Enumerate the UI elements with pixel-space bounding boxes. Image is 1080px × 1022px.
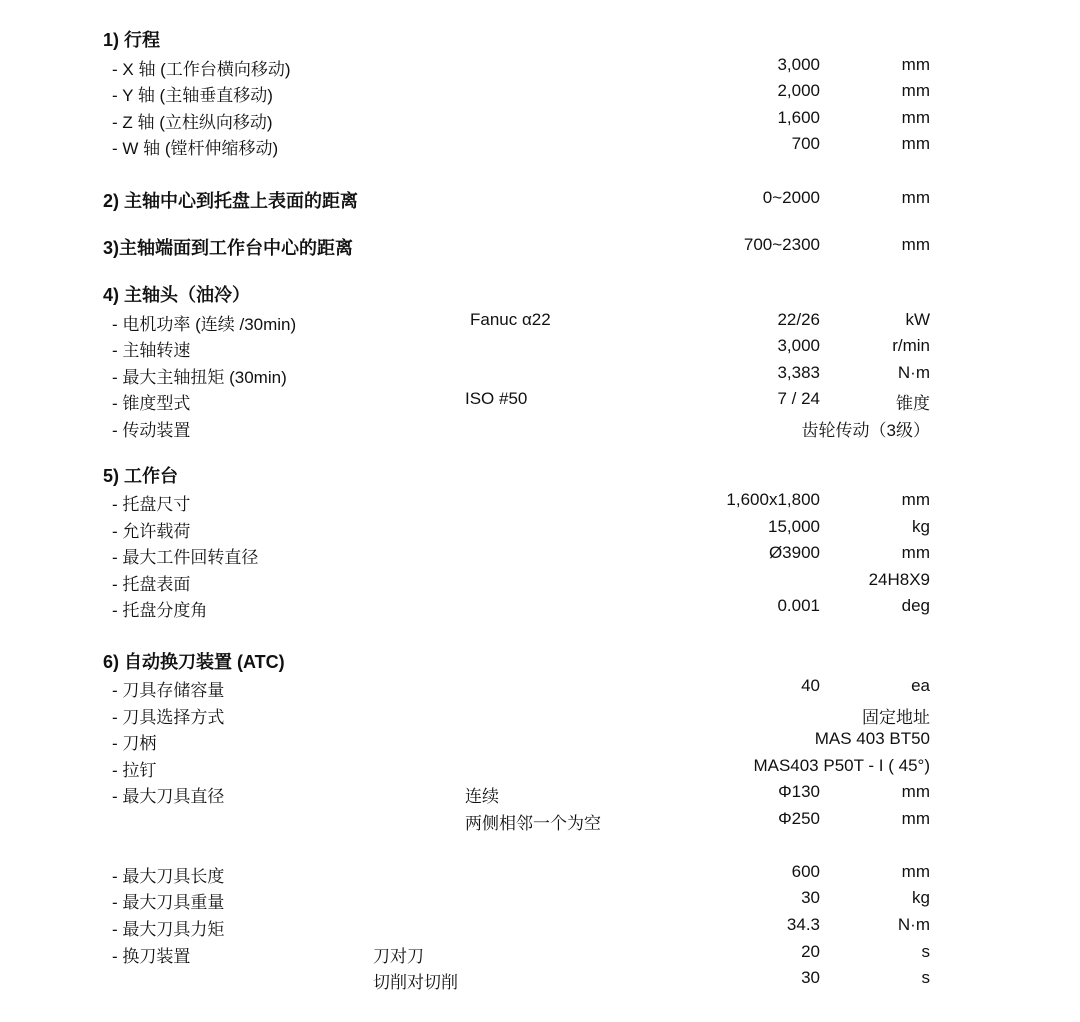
spec-label: - X 轴 (工作台横向移动) [112, 60, 291, 79]
spec-unit: mm [901, 490, 930, 509]
spec-value: 3,383 [777, 363, 820, 382]
spec-label: - Z 轴 (立柱纵向移动) [112, 113, 273, 132]
spec-label: - 最大工件回转直径 [112, 548, 259, 567]
spec-value: 700 [791, 134, 820, 153]
spec-value: 30 [801, 888, 820, 907]
spec-unit: deg [901, 596, 930, 615]
spec-unit: kg [912, 888, 930, 907]
spec-value: 齿轮传动（3级） [801, 421, 930, 440]
spec-label: - 托盘表面 [112, 575, 191, 594]
spec-value: 600 [791, 862, 820, 881]
spec-value: 3,000 [777, 336, 820, 355]
spec-note: ISO #50 [465, 389, 528, 408]
section-heading-travel: 1) 行程 [103, 30, 161, 50]
spec-value: MAS403 P50T - I ( 45°) [753, 756, 930, 775]
spec-unit: s [921, 968, 930, 987]
spec-unit: mm [901, 55, 930, 74]
spec-value: 22/26 [777, 310, 820, 329]
section-heading-spindle-head: 4) 主轴头（油冷） [103, 285, 251, 305]
spec-value: 1,600 [777, 108, 820, 127]
spec-label: - 托盘分度角 [112, 601, 208, 620]
spec-note: 刀对刀 [373, 947, 424, 966]
spec-unit: N·m [897, 915, 930, 934]
spec-label: - 托盘尺寸 [112, 495, 191, 514]
spec-unit: mm [901, 81, 930, 100]
spec-value: 7 / 24 [777, 389, 820, 408]
spec-label: - 拉钉 [112, 761, 157, 780]
spec-unit: mm [901, 188, 930, 207]
spec-note: 两侧相邻一个为空 [465, 814, 601, 833]
spec-label: - W 轴 (镗杆伸缩移动) [112, 139, 279, 158]
section-heading-worktable: 5) 工作台 [103, 466, 179, 486]
section-heading-spindle-to-table: 3)主轴端面到工作台中心的距离 [103, 238, 354, 258]
spec-value: 固定地址 [862, 708, 930, 727]
spec-unit: mm [901, 108, 930, 127]
spec-label: - 主轴转速 [112, 341, 191, 360]
spec-value: Ø3900 [768, 543, 820, 562]
spec-unit: mm [901, 782, 930, 801]
section-heading-spindle-to-pallet: 2) 主轴中心到托盘上表面的距离 [103, 191, 359, 211]
spec-note: 连续 [465, 787, 499, 806]
spec-value: 700~2300 [743, 235, 820, 254]
spec-value: Φ130 [778, 782, 820, 801]
spec-label: - 刀柄 [112, 734, 157, 753]
spec-value: 1,600x1,800 [726, 490, 820, 509]
spec-label: - 允许载荷 [112, 522, 191, 541]
spec-unit: 锥度 [896, 394, 930, 413]
spec-label: - 传动装置 [112, 421, 191, 440]
spec-value: 3,000 [777, 55, 820, 74]
spec-unit: mm [901, 862, 930, 881]
spec-unit: mm [901, 235, 930, 254]
spec-value: 40 [801, 676, 820, 695]
spec-label: - 最大刀具力矩 [112, 920, 225, 939]
spec-value: 30 [801, 968, 820, 987]
spec-unit: kg [912, 517, 930, 536]
spec-label: - 最大刀具直径 [112, 787, 225, 806]
spec-value: 0.001 [777, 596, 820, 615]
spec-value: 20 [801, 942, 820, 961]
spec-label: - 电机功率 (连续 /30min) [112, 315, 297, 334]
spec-value: 0~2000 [762, 188, 820, 207]
spec-label: - 锥度型式 [112, 394, 191, 413]
spec-unit: mm [901, 543, 930, 562]
spec-label: - 最大刀具重量 [112, 893, 225, 912]
spec-label: - 换刀装置 [112, 947, 191, 966]
spec-label: - 最大主轴扭矩 (30min) [112, 368, 287, 387]
spec-label: - 刀具选择方式 [112, 708, 225, 727]
spec-unit: kW [905, 310, 930, 329]
spec-unit: mm [901, 809, 930, 828]
spec-value: Φ250 [778, 809, 820, 828]
spec-label: - 最大刀具长度 [112, 867, 225, 886]
spec-note: 切削对切削 [373, 973, 458, 992]
spec-value: MAS 403 BT50 [814, 729, 930, 748]
spec-label: - 刀具存储容量 [112, 681, 225, 700]
spec-value: 24H8X9 [868, 570, 930, 589]
spec-unit: ea [911, 676, 930, 695]
spec-unit: s [921, 942, 930, 961]
spec-label: - Y 轴 (主轴垂直移动) [112, 86, 273, 105]
spec-unit: mm [901, 134, 930, 153]
spec-note: Fanuc α22 [470, 310, 551, 329]
spec-unit: N·m [897, 363, 930, 382]
spec-value: 2,000 [777, 81, 820, 100]
section-heading-atc: 6) 自动换刀装置 (ATC) [103, 652, 285, 672]
spec-value: 15,000 [768, 517, 820, 536]
spec-value: 34.3 [786, 915, 820, 934]
spec-unit: r/min [892, 336, 930, 355]
